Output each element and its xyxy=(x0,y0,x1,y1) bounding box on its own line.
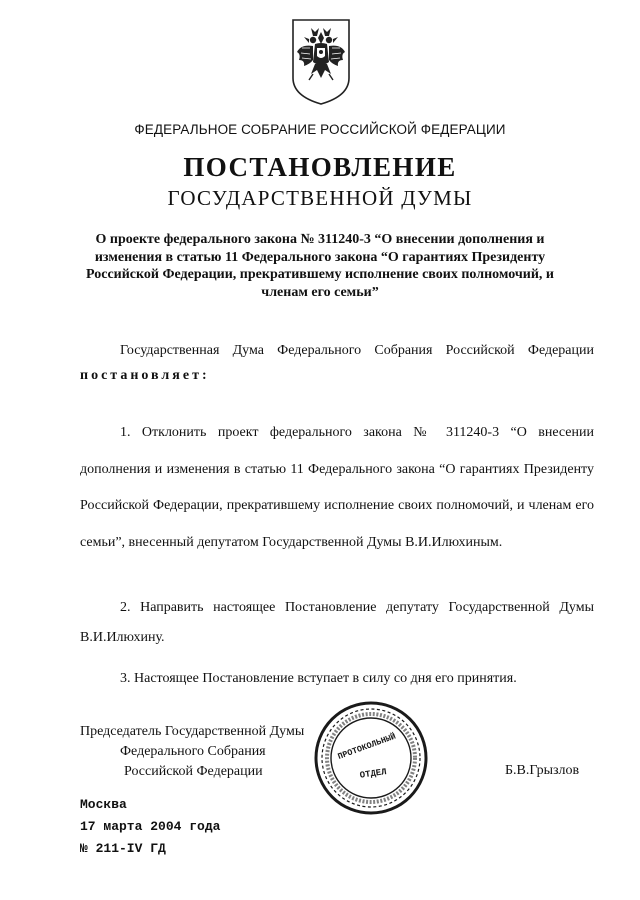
resolution-subject: О проекте федерального закона № 311240-3 “О внесении дополнения и изменения в статью 11 Федерального закона “О гарантиях Президенту Российской Федерации, прекратившему исполнение своих полномочий, и членам его семьи” xyxy=(86,232,554,300)
stamp-text-bottom: ОТДЕЛ xyxy=(359,767,388,781)
footer-city: Москва xyxy=(80,797,127,812)
parliament-name: ФЕДЕРАЛЬНОЕ СОБРАНИЕ РОССИЙСКОЙ ФЕДЕРАЦИИ xyxy=(134,122,506,137)
document-footer xyxy=(80,794,220,860)
protocol-department-stamp-icon xyxy=(313,700,429,816)
preamble-text: Государственная Дума Федерального Собрания Российской Федерации xyxy=(120,343,594,358)
signatory-position-line-2: Федерального Собрания xyxy=(120,744,266,759)
signatory-position-line-1: Председатель Государственной Думы xyxy=(80,724,305,739)
resolution-item-1: 1. Отклонить проект федерального закона № 311240-3 “О внесении дополнения и изменения в статью 11 Федерального закона “О гарантиях Президенту Российской Федерации, прекратившему исполнение своих полномочий, и членам его семьи”, внесенный депутатом Государственной Думы В.И.Илюхиным. xyxy=(80,425,594,550)
stamp-text-top: ПРОТОКОЛЬНЫЙ xyxy=(336,731,398,762)
resolution-preamble xyxy=(80,338,594,388)
footer-number: № 211-IV ГД xyxy=(80,841,166,856)
russian-coat-of-arms-icon xyxy=(289,18,353,106)
resolution-item-3: 3. Настоящее Постановление вступает в силу со дня его принятия. xyxy=(120,671,517,686)
resolution-item-2: 2. Направить настоящее Постановление депутату Государственной Думы В.И.Илюхину. xyxy=(80,600,594,645)
document-title: ПОСТАНОВЛЕНИЕ xyxy=(183,152,457,182)
signatory-position xyxy=(80,722,304,782)
signatory-position-line-3: Российской Федерации xyxy=(124,764,263,779)
preamble-verb: постановляет: xyxy=(80,368,210,383)
document-subtitle: ГОСУДАРСТВЕННОЙ ДУМЫ xyxy=(167,186,473,210)
footer-date: 17 марта 2004 года xyxy=(80,819,221,834)
signatory-name: Б.В.Грызлов xyxy=(505,763,580,778)
